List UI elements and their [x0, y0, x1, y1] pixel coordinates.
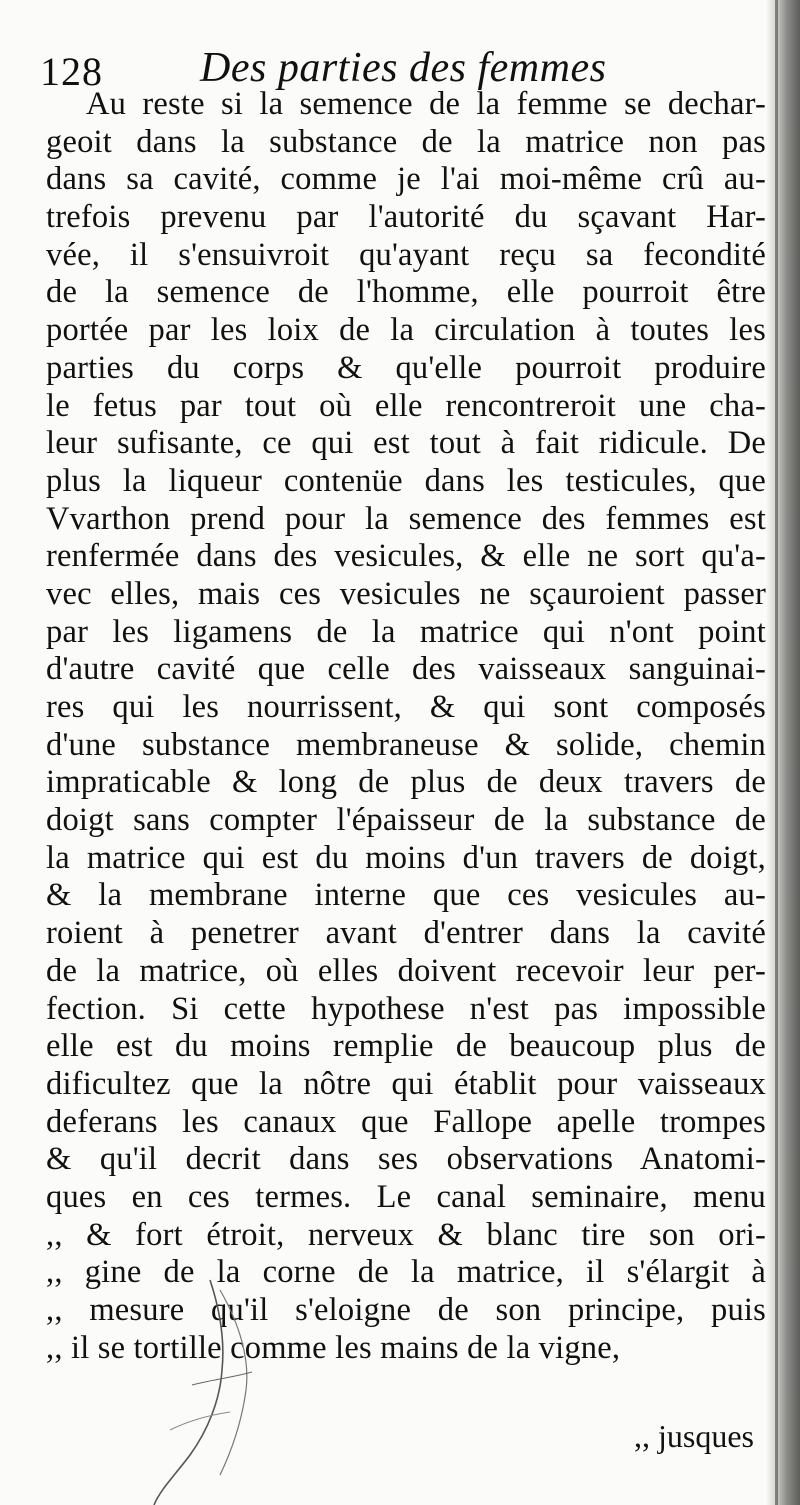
paper-tear-mark [150, 1270, 310, 1505]
text-line: de la semence de l'homme, elle pourroit être [46, 274, 766, 311]
page-number: 128 [40, 49, 103, 94]
text-line: d'autre cavité que celle des vaisseaux sanguinai- [46, 651, 766, 688]
text-line: trefois prevenu par l'autorité du sçavant Har- [46, 199, 766, 236]
text-line: elle est du moins remplie de beaucoup plus de [46, 1028, 766, 1065]
text-line: d'une substance membraneuse & solide, chemin [46, 726, 766, 763]
binding-edge [775, 0, 778, 1505]
text-line: ,, il se tortille comme les mains de la vigne, [46, 1329, 621, 1366]
catchword: ,, jusques [634, 1418, 754, 1454]
text-line: plus la liqueur contenüe dans les testicules, que [46, 462, 766, 499]
text-line: geoit dans la substance de la matrice non pas [46, 123, 766, 160]
text-line: ques en ces termes. Le canal seminaire, menu [46, 1178, 766, 1215]
text-line: ,, gine de la corne de la matrice, il s'élargit à [46, 1254, 766, 1291]
page-gutter-shadow [766, 0, 800, 1505]
text-line: dans sa cavité, comme je l'ai moi-même crû au- [46, 161, 766, 198]
text-line: le fetus par tout où elle rencontreroit une cha- [46, 387, 766, 424]
text-line: la matrice qui est du moins d'un travers de doigt, [46, 839, 766, 876]
text-line: Au reste si la semence de la femme se dechar- [86, 86, 766, 122]
text-line: leur sufisante, ce qui est tout à fait ridicule. De [46, 425, 766, 462]
text-line: parties du corps & qu'elle pourroit produire [46, 349, 766, 386]
text-line: & qu'il decrit dans ses observations Anatomi- [46, 1141, 766, 1178]
text-line: de la matrice, où elles doivent recevoir leur per- [46, 952, 766, 989]
text-line: & la membrane interne que ces vesicules au- [46, 877, 766, 914]
text-line: vée, il s'ensuivroit qu'ayant reçu sa fecondité [46, 236, 766, 273]
text-line: renfermée dans des vesicules, & elle ne sort qu'a- [46, 538, 766, 575]
text-line: ,, mesure qu'il s'eloigne de son principe, puis [46, 1292, 766, 1328]
text-line: roient à penetrer avant d'entrer dans la cavité [46, 915, 766, 952]
text-line: vec elles, mais ces vesicules ne sçauroient passer [46, 575, 766, 612]
text-line: fection. Si cette hypothese n'est pas impossible [46, 990, 766, 1027]
text-line: impraticable & long de plus de deux travers de [46, 764, 766, 801]
text-line: doigt sans compter l'épaisseur de la substance de [46, 802, 766, 839]
text-line: par les ligamens de la matrice qui n'ont point [46, 613, 766, 650]
running-head: Des parties des femmes [200, 45, 607, 91]
text-line: dificultez que la nôtre qui établit pour vaisseaux [46, 1065, 766, 1102]
text-line: portée par les loix de la circulation à toutes les [46, 312, 766, 349]
text-line: res qui les nourrissent, & qui sont composés [46, 689, 766, 725]
text-line: deferans les canaux que Fallope apelle trompes [46, 1103, 766, 1140]
text-line: Vvarthon prend pour la semence des femmes est [46, 500, 766, 537]
text-line: ,, & fort étroit, nerveux & blanc tire son ori- [46, 1216, 766, 1253]
body-text [46, 86, 766, 1367]
